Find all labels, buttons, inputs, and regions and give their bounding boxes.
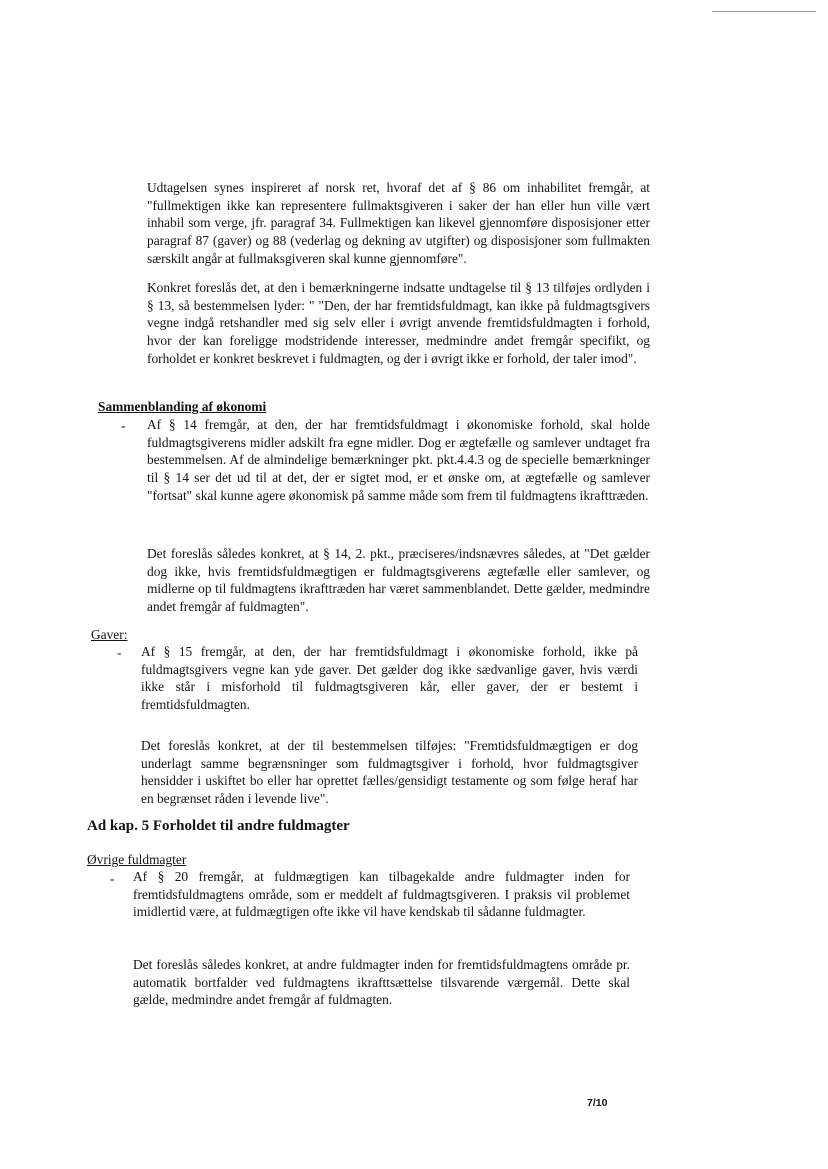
paragraph-konkret-14: Det foreslås således konkret, at § 14, 2. pkt., præciseres/indsnævres således, at "Det gælder dog ikke, hvis fremtidsfuldmægtigen er fuldmagtsgiverens ægtefælle eller samlever, og midlerne op til fuldmagtens ikrafttræden har været sammenblandet. Dette gælder, medmindre andet fremgår af fuldmagten".: [147, 546, 650, 615]
paragraph-20: Af § 20 fremgår, at fuldmægtigen kan tilbagekalde andre fuldmagter inden for fremtidsfuldmagtens område, som er meddelt af fuldmagtsgiveren. I praksis vil problemet imidlertid være, at fuldmægtigen ofte ikke vil have kendskab til sådanne fuldmagter.: [133, 869, 630, 920]
paragraph-konkret-20: Det foreslås således konkret, at andre fuldmagter inden for fremtidsfuldmagtens område pr. automatik bortfalder ved fuldmagtens ikrafttsættelse tilsvarende værgemål. Dette skal gælde, medmindre andet fremgår af fuldmagten.: [133, 957, 630, 1008]
heading-gaver: Gaver:: [91, 627, 128, 642]
bullet-dash: -: [121, 418, 126, 433]
paragraph-konkret-13: Konkret foreslås det, at den i bemærkningerne indsatte undtagelse til § 13 tilføjes ordlyden i § 13, så bestemmelsen lyder: " "Den, der har fremtidsfuldmagt, kan ikke på fuldmagtsgivers vegne indgå retshandler med sig selv eller i øvrigt anvende fremtidsfuldmagten i forhold, hvor der kan foreligge modstridende interesser, medmindre andet fremgår specifikt, og forholdet er konkret beskrevet i fuldmagten, og der i øvrigt ikke er forhold, der taler imod".: [147, 280, 650, 366]
top-rule: [712, 11, 816, 12]
heading-ovrige-fuldmagter: Øvrige fuldmagter: [87, 852, 187, 867]
paragraph-14: Af § 14 fremgår, at den, der har fremtidsfuldmagt i økonomiske forhold, skal holde fuldmagtsgiverens midler adskilt fra egne midler. Dog er ægtefælle og samlever undtaget fra bestemmelsen. Af de almindelige bemærkninger pkt. pkt.4.4.3 og de specielle bemærkninger til § 14 ser det ud til at det, der er sigtet mod, er et ønske om, at ægtefælle og samlever "fortsat" skal kunne agere økonomisk på samme måde som frem til fuldmagtens ikrafttræden.: [147, 417, 650, 503]
heading-kapitel-5: Ad kap. 5 Forholdet til andre fuldmagter: [87, 818, 350, 834]
bullet-dash: -: [110, 871, 115, 886]
paragraph-15: Af § 15 fremgår, at den, der har fremtidsfuldmagt i økonomiske forhold, ikke på fuldmagtsgivers vegne kan yde gaver. Det gælder dog ikke sædvanlige gaver, hvis værdi ikke står i misforhold til fuldmagtsgiveren kår, eller gaver, der er bestemt i fremtidsfuldmagten.: [141, 644, 638, 713]
paragraph-konkret-15: Det foreslås konkret, at der til bestemmelsen tilføjes: "Fremtidsfuldmægtigen er dog underlagt samme begrænsninger som fuldmagtsgiver i forhold, hvor fuldmagtsgiver hensidder i uskiftet bo eller har oprettet fælles/gensidigt testamente og som følge heraf har en begrænset råden i levende live".: [141, 738, 638, 807]
page-number: 7/10: [587, 1097, 608, 1109]
bullet-dash: -: [117, 645, 122, 660]
paragraph-norsk-ret: Udtagelsen synes inspireret af norsk ret, hvoraf det af § 86 om inhabilitet fremgår, at "fullmektigen ikke kan representere fullmaktsgiveren i saker der han eller hun ville vært inhabil som verge, jfr. paragraf 34. Fullmektigen kan likevel gjennomføre disposisjoner etter paragraf 87 (gaver) og 88 (vederlag og dekning av utgifter) og disposisjoner som fullmakten særskilt angår at fullmaksgiveren skal kunne gjennomføre".: [147, 180, 650, 266]
heading-sammenblanding: Sammenblanding af økonomi: [98, 399, 267, 414]
